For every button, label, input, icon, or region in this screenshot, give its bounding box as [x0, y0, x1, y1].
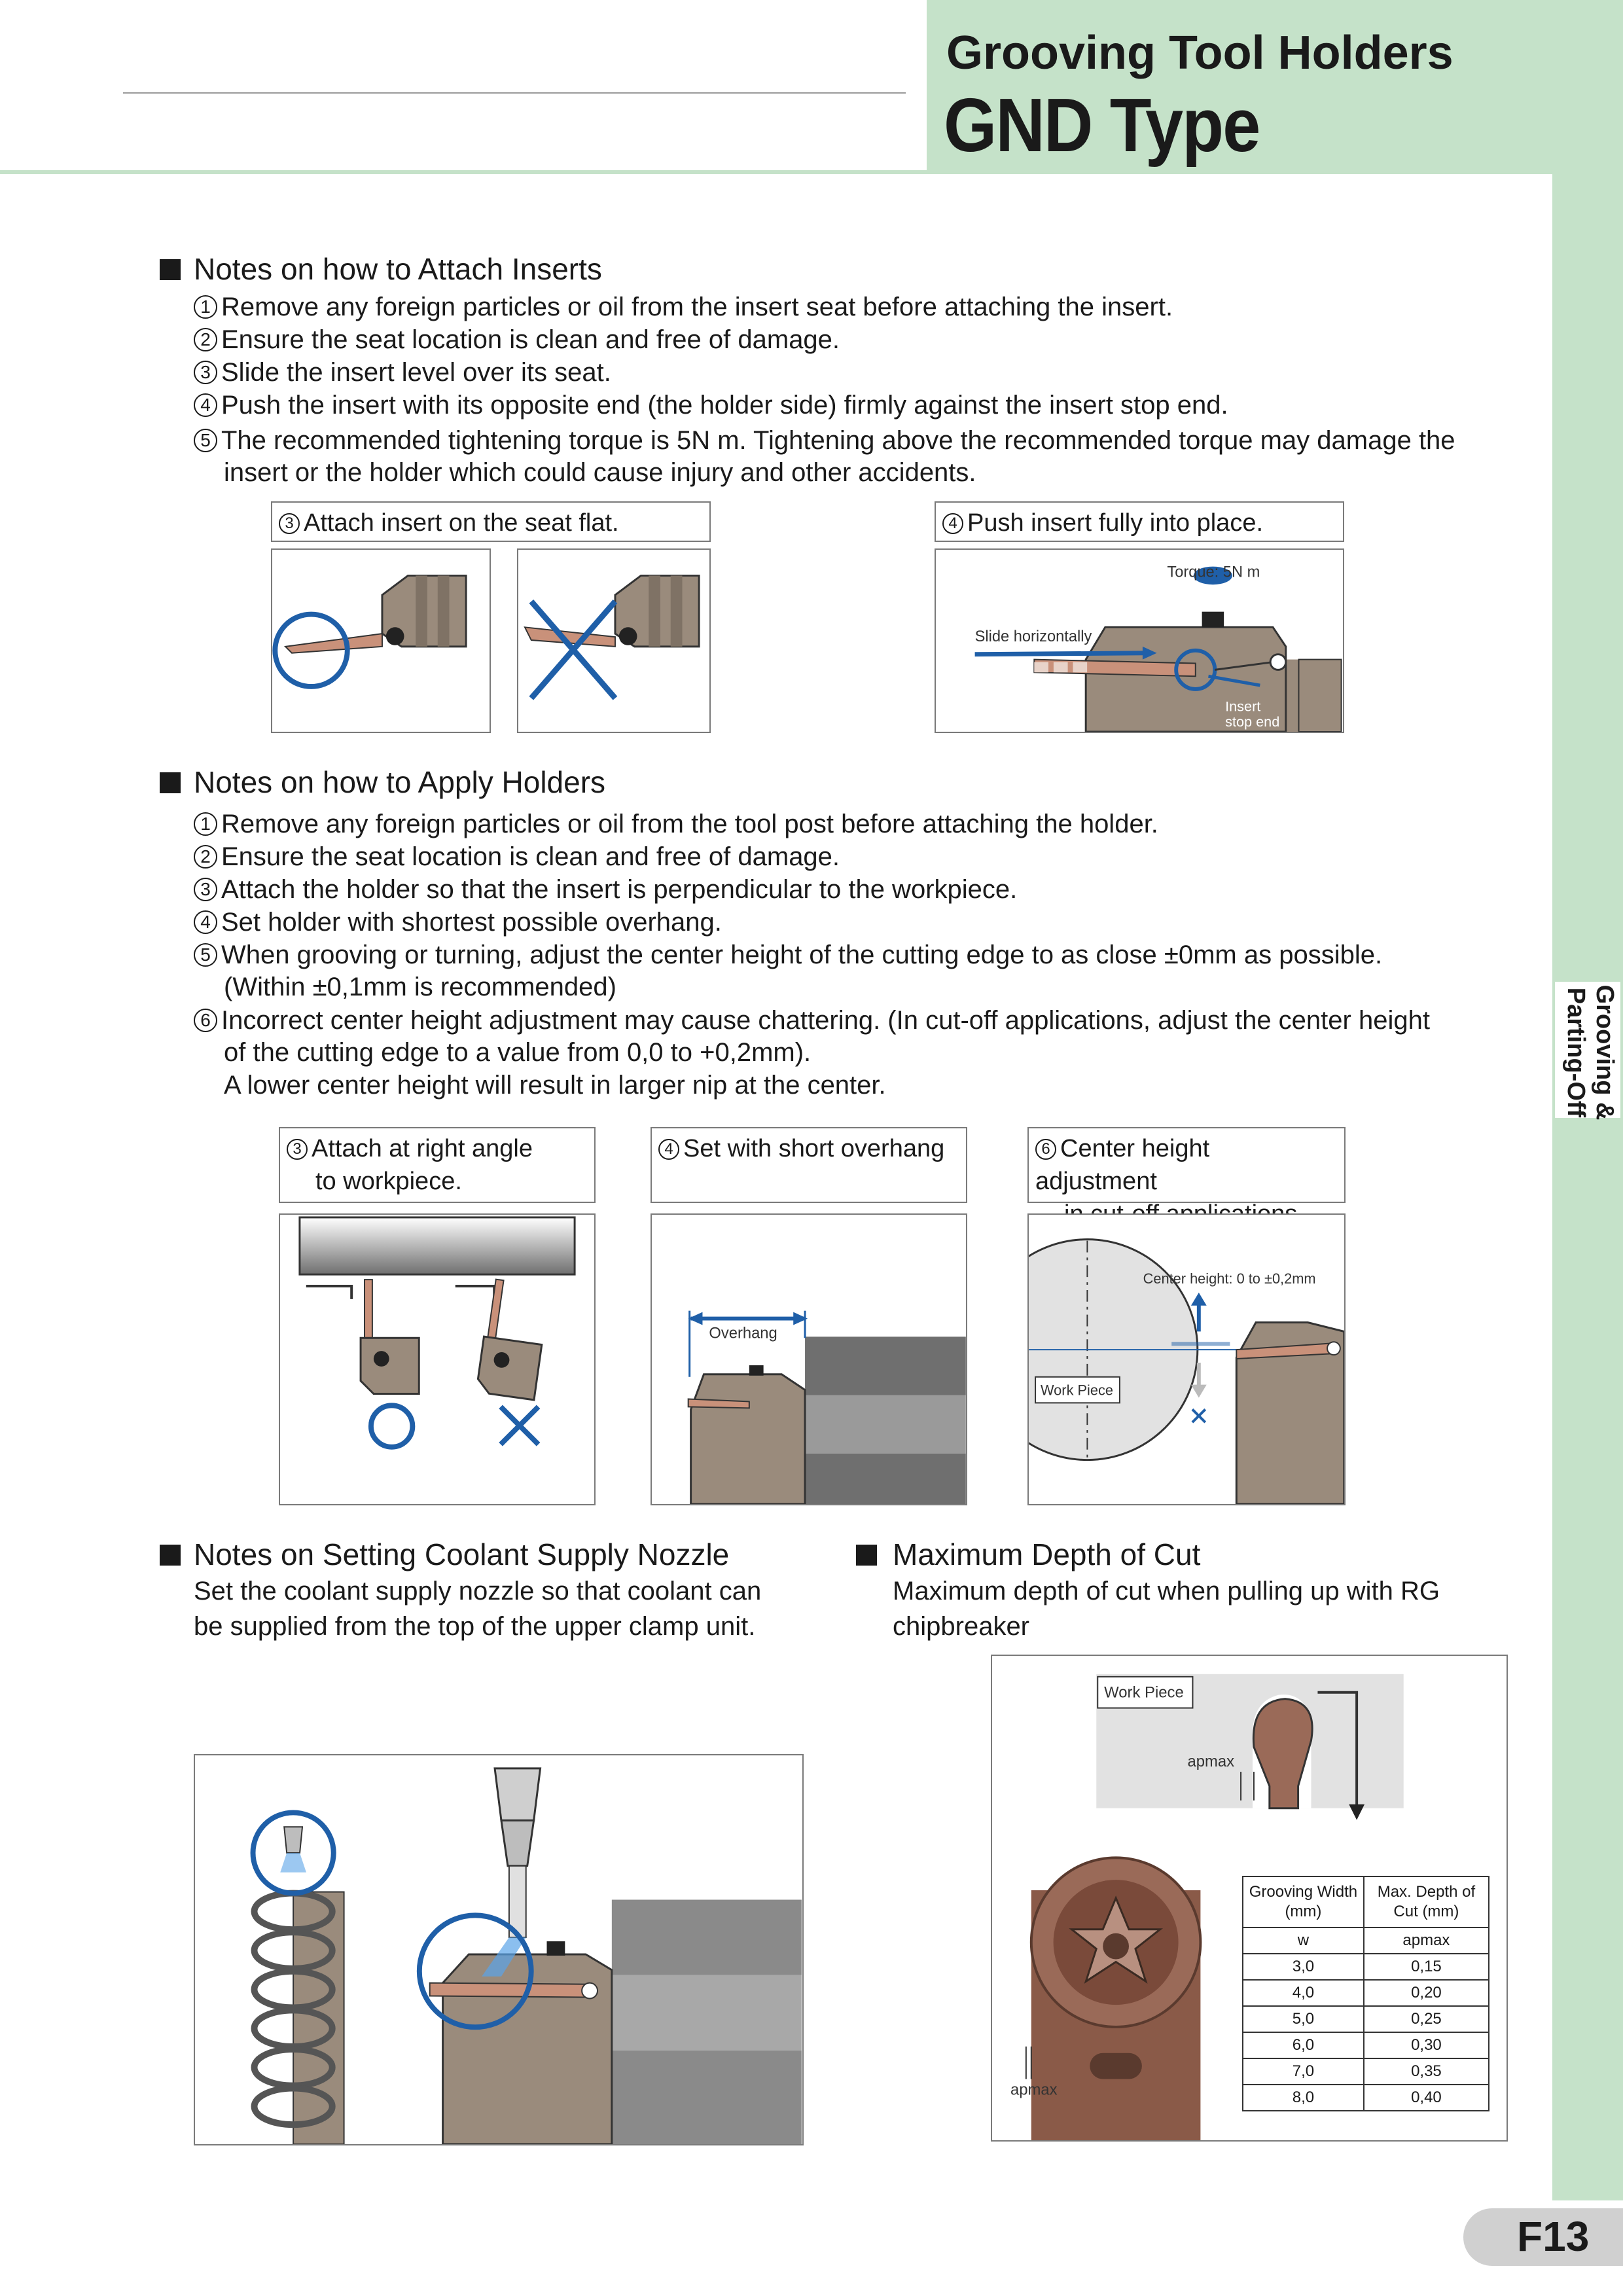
ap-max-label-2: apmax	[1010, 2081, 1058, 2099]
table-row	[1243, 1928, 1489, 1954]
table-cell: w	[1243, 1928, 1364, 1954]
table-row	[1243, 2058, 1489, 2085]
caption-short-overhang: 4 Set with short overhang	[651, 1127, 967, 1203]
figure-push-insert	[935, 548, 1344, 733]
list-item-continuation: of the cutting edge to a value from 0,0 to +0,2mm).	[224, 1038, 812, 1067]
list-item-continuation: (Within ±0,1mm is recommended)	[224, 973, 616, 1001]
list-item-continuation: insert or the holder which could cause injury and other accidents.	[224, 458, 976, 487]
stop-end-label-2: stop end	[1225, 713, 1280, 730]
section-tab-label: Grooving & Parting-Off	[1562, 984, 1618, 1121]
section-title-coolant: Notes on Setting Coolant Supply Nozzle	[194, 1537, 730, 1571]
table-row	[1243, 2085, 1489, 2111]
caption-attach-flat: 3 Attach insert on the seat flat.	[271, 501, 711, 542]
bullet-square	[856, 1545, 877, 1566]
list-item: 5 When grooving or turning, adjust the center height of the cutting edge to as close ±0mm as possible.	[194, 939, 1382, 971]
figure-insert-wrong	[517, 548, 711, 733]
slide-label: Slide horizontally	[974, 628, 1092, 645]
figure-center-height	[1027, 1213, 1346, 1505]
caption-center-height: 6 Center height adjustment	[1027, 1127, 1346, 1203]
table-cell: 4,0	[1243, 1980, 1364, 2006]
list-item: 3 Slide the insert level over its seat.	[194, 356, 611, 389]
side-strip	[1552, 171, 1623, 2200]
caption-right-angle: 3 Attach at right angle to workpiece.	[279, 1127, 596, 1203]
list-item: 2 Ensure the seat location is clean and free of damage.	[194, 840, 840, 873]
max-depth-table	[1242, 1876, 1489, 2111]
table-header-grooving-width: Grooving Width (mm)	[1243, 1876, 1364, 1928]
table-cell: 7,0	[1243, 2058, 1364, 2085]
coolant-text-line-2: be supplied from the top of the upper clamp unit.	[194, 1612, 756, 1641]
max-depth-text-line-1: Maximum depth of cut when pulling up with RG	[893, 1577, 1440, 1605]
table-row	[1243, 2032, 1489, 2058]
torque-label: Torque: 5N m	[1167, 564, 1260, 581]
stop-end-label-1: Insert	[1225, 698, 1261, 715]
ap-max-label: apmax	[1187, 1753, 1235, 1771]
list-item: 4 Push the insert with its opposite end (the holder side) firmly against the insert stop end.	[194, 389, 1228, 422]
table-cell: 0,20	[1364, 1980, 1489, 2006]
figure-coolant-nozzle	[194, 1754, 804, 2145]
table-cell: 0,30	[1364, 2032, 1489, 2058]
coolant-text-line-1: Set the coolant supply nozzle so that coolant can	[194, 1577, 762, 1605]
bullet-square	[160, 259, 181, 280]
table-row	[1243, 1980, 1489, 2006]
header-underline	[0, 170, 1558, 174]
section-tab[interactable]	[1552, 979, 1623, 1121]
figure-insert-correct	[271, 548, 491, 733]
table-cell: 5,0	[1243, 2006, 1364, 2032]
caption-push-insert: 4 Push insert fully into place.	[935, 501, 1344, 542]
table-cell: 3,0	[1243, 1954, 1364, 1980]
table-cell: 8,0	[1243, 2085, 1364, 2111]
list-item: 5 The recommended tightening torque is 5N m. Tightening above the recommended torque may damage the	[194, 424, 1455, 457]
table-cell: 0,40	[1364, 2085, 1489, 2111]
header-rule	[123, 92, 906, 94]
work-piece-label-2: Work Piece	[1104, 1683, 1184, 1702]
list-item-continuation: A lower center height will result in larger nip at the center.	[224, 1071, 886, 1100]
max-depth-text-line-2: chipbreaker	[893, 1612, 1030, 1641]
bullet-square	[160, 1545, 181, 1566]
bullet-square	[160, 772, 181, 793]
center-height-label: Center height: 0 to ±0,2mm	[1143, 1270, 1316, 1287]
section-title-attach-inserts: Notes on how to Attach Inserts	[194, 252, 602, 286]
work-piece-label: Work Piece	[1041, 1382, 1114, 1399]
overhang-label: Overhang	[709, 1324, 777, 1342]
table-cell: apmax	[1364, 1928, 1489, 1954]
table-row	[1243, 1954, 1489, 1980]
table-cell: 0,35	[1364, 2058, 1489, 2085]
table-header-max-depth: Max. Depth of Cut (mm)	[1364, 1876, 1489, 1928]
page-subtitle: Grooving Tool Holders	[946, 27, 1454, 79]
table-row	[1243, 2006, 1489, 2032]
list-item: 6 Incorrect center height adjustment may cause chattering. (In cut-off applications, adjust the center height	[194, 1004, 1430, 1037]
figure-short-overhang	[651, 1213, 967, 1505]
section-title-apply-holders: Notes on how to Apply Holders	[194, 765, 606, 799]
list-item: 2 Ensure the seat location is clean and free of damage.	[194, 323, 840, 356]
page-number: F13	[1517, 2213, 1590, 2260]
table-cell: 0,25	[1364, 2006, 1489, 2032]
table-cell: 0,15	[1364, 1954, 1489, 1980]
table-cell: 6,0	[1243, 2032, 1364, 2058]
section-title-max-depth: Maximum Depth of Cut	[893, 1537, 1201, 1571]
list-item: 4 Set holder with shortest possible overhang.	[194, 906, 722, 939]
list-item: 1 Remove any foreign particles or oil from the tool post before attaching the holder.	[194, 808, 1158, 840]
page-title: GND Type	[944, 82, 1260, 168]
list-item: 3 Attach the holder so that the insert is perpendicular to the workpiece.	[194, 873, 1017, 906]
list-item: 1 Remove any foreign particles or oil from the insert seat before attaching the insert.	[194, 291, 1173, 323]
figure-right-angle	[279, 1213, 596, 1505]
